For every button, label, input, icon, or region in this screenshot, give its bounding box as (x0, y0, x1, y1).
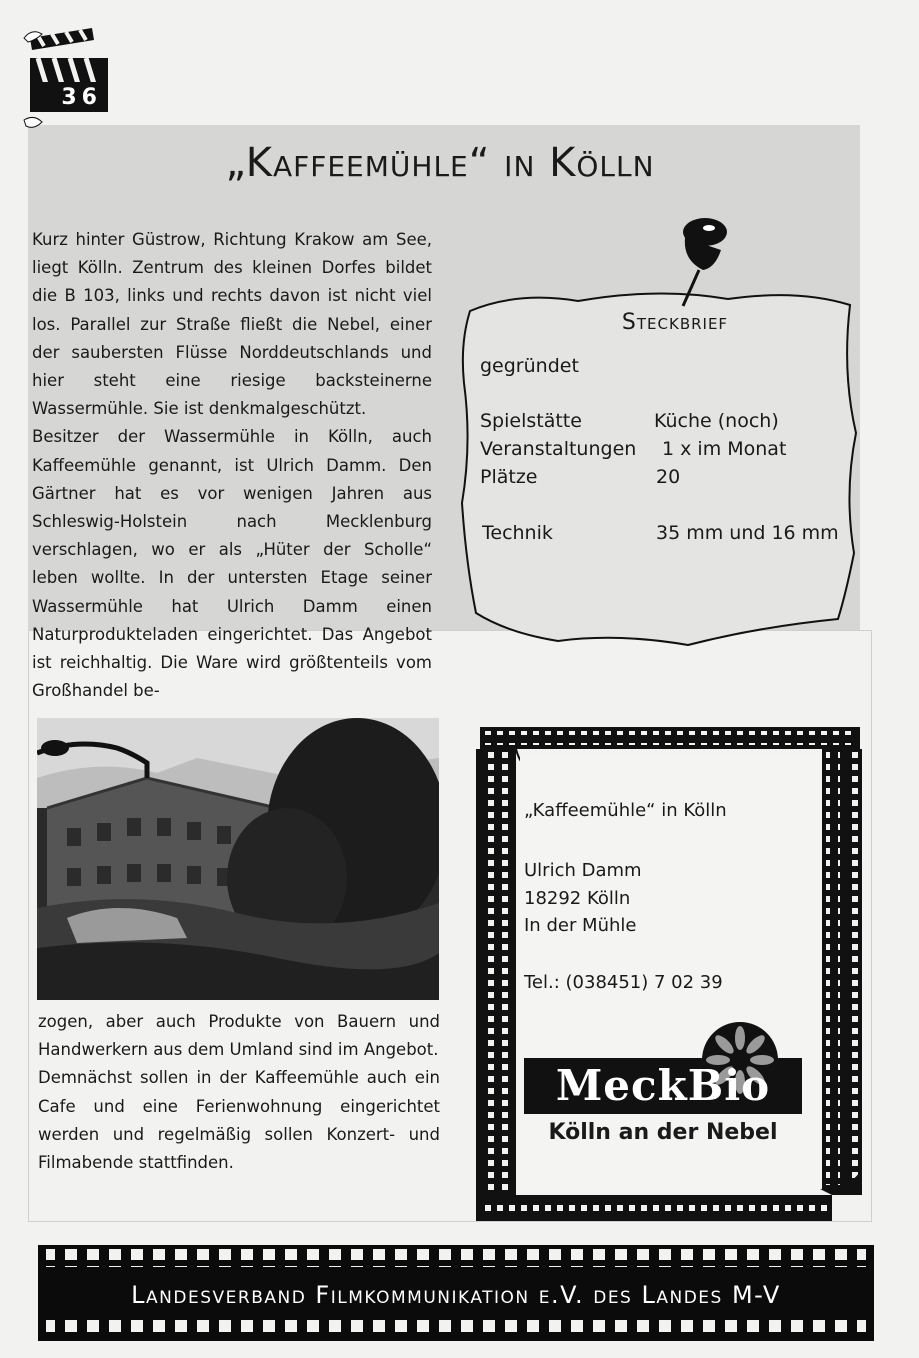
article-paragraph: Kurz hinter Güstrow, Richtung Krakow am See, liegt Kölln. Zentrum des kleinen Dorfes bildet die B 103, links und rechts davon ist nicht viel los. Parallel zur Straße fließt die Nebel, einer der saubersten Flüsse Norddeutschlands und hier steht eine riesige backsteinerne Wassermühle. Sie ist denkmalgeschützt. (32, 230, 432, 419)
clapperboard-icon (22, 18, 117, 130)
logo-tagline: Kölln an der Nebel (548, 1120, 778, 1145)
address-phone: Tel.: (038451) 7 02 39 (524, 972, 723, 993)
article-title: „Kaffeemühle“ in Kölln (225, 140, 655, 186)
mill-photo (37, 718, 439, 1000)
address-street: In der Mühle (524, 915, 637, 936)
address-zip-city: 18292 Kölln (524, 888, 631, 909)
profile-founded-label: gegründet (480, 355, 579, 377)
article-paragraph: Demnächst sollen in der Kaffeemühle auch ein Cafe und eine Ferienwohnung eingerichtet werden und regelmäßig sollen Konzert- und Filmabende stattfinden. (38, 1068, 440, 1173)
profile-row-value: 20 (656, 466, 681, 488)
meckbio-logo: MeckBio (555, 1061, 771, 1110)
profile-row-label: Veranstaltungen (480, 438, 637, 460)
address-person: Ulrich Damm (524, 860, 642, 881)
profile-row-value: 1 x im Monat (662, 438, 787, 460)
pushpin-icon (655, 210, 735, 310)
profile-row-label: Spielstätte (480, 410, 582, 432)
article-paragraph: Besitzer der Wassermühle in Kölln, auch Kaffeemühle genannt, ist Ulrich Damm. Den Gärtner hat es vor wenigen Jahren aus Schleswig-Holstein nach Mecklenburg verschlagen, wo er als „Hüter der Scholle“ leben wollte. In der untersten Etage seiner Wassermühle hat Ulrich Damm einen Naturproduktеladen eingerichtet. Das Angebot ist reichhaltig. Die Ware wird größtenteils vom Großhandel be- (32, 427, 432, 701)
article-column-continued (38, 1008, 440, 1177)
profile-row-value: Küche (noch) (654, 410, 779, 432)
article-column-left (32, 226, 432, 705)
address-name: „Kaffeemühle“ in Kölln (524, 800, 727, 821)
profile-row-label: Technik (482, 522, 553, 544)
page-number: 36 (30, 82, 108, 112)
profile-row-label: Plätze (480, 466, 538, 488)
article-paragraph: zogen, aber auch Produkte von Bauern und Handwerkern aus dem Umland sind im Angebot. (38, 1012, 440, 1060)
footer-organization: Landesverband Filmkommunikation e.V. des Landes M-V (131, 1281, 781, 1309)
profile-heading: Steckbrief (621, 310, 729, 335)
profile-row-value: 35 mm und 16 mm (656, 522, 839, 544)
